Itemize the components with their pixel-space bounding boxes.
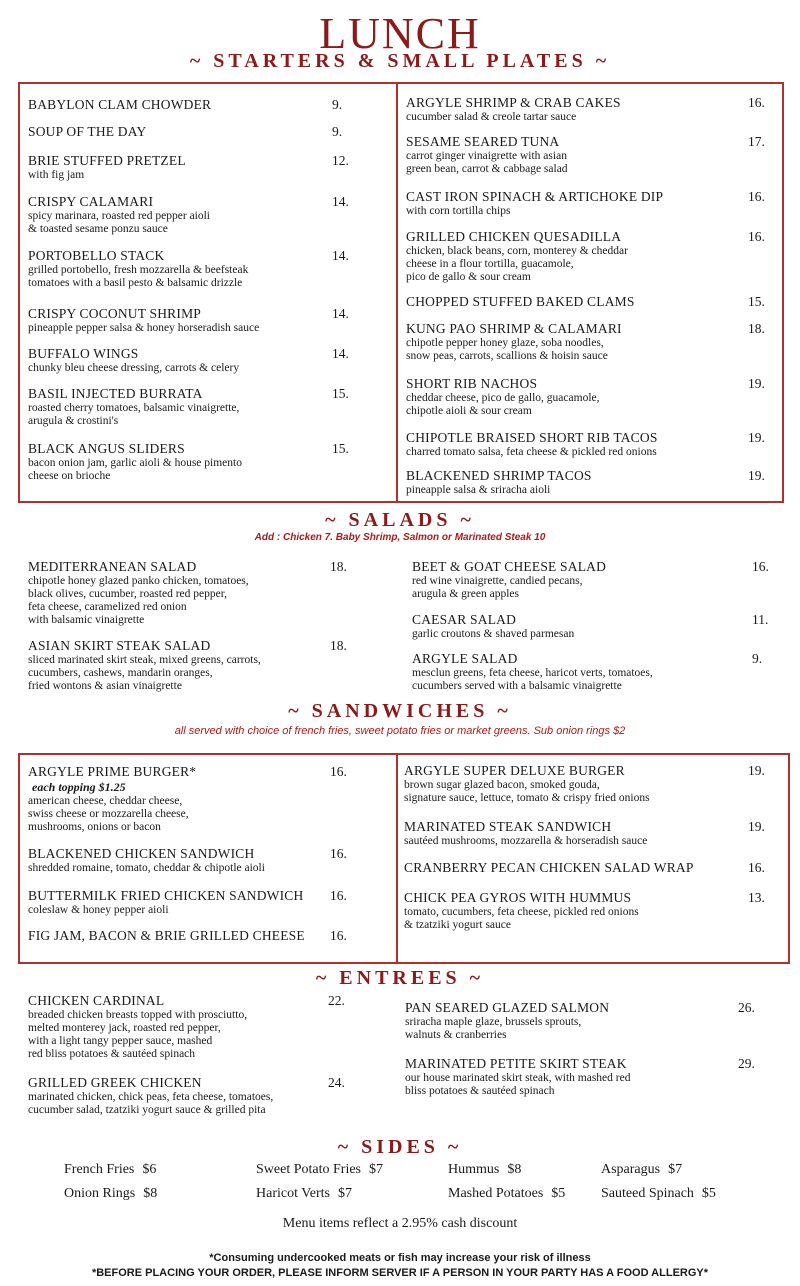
menu-item-price: 22. (328, 993, 345, 1008)
side-item-name: Mashed Potatoes (448, 1186, 544, 1201)
menu-item-description: roasted cherry tomatoes, balsamic vinaigrette, (28, 402, 240, 414)
side-item (601, 1162, 682, 1178)
menu-item-price: 9. (332, 124, 343, 139)
side-item-price: $6 (142, 1162, 157, 1177)
menu-item-price: 14. (332, 194, 349, 209)
side-item-name: Hummus (448, 1162, 500, 1177)
menu-item-name: PAN SEARED GLAZED SALMON (405, 1000, 610, 1015)
menu-item-description: tomato, cucumbers, feta cheese, pickled red onions (404, 906, 639, 918)
menu-item-description: chipotle honey glazed panko chicken, tomatoes, (28, 575, 249, 587)
menu-item-price: 17. (748, 134, 765, 149)
menu-item-description: cheese in a flour tortilla, guacamole, (406, 258, 574, 270)
menu-item (412, 651, 653, 693)
menu-item-description: pineapple salsa & sriracha aioli (406, 484, 551, 496)
menu-item-description: chunky bleu cheese dressing, carrots & celery (28, 362, 240, 374)
menu-item-price: 14. (332, 306, 349, 321)
menu-item-price: 9. (332, 97, 343, 112)
menu-item-name: CHIPOTLE BRAISED SHORT RIB TACOS (406, 430, 658, 445)
side-item-price: $7 (369, 1162, 383, 1177)
menu-item-name: SESAME SEARED TUNA (406, 134, 560, 149)
section-heading-starters: ~ STARTERS & SMALL PLATES ~ (189, 50, 611, 72)
menu-item-topping-price: each topping $1.25 (32, 780, 126, 794)
menu-item-price: 16. (748, 95, 765, 110)
menu-item-name: CHOPPED STUFFED BAKED CLAMS (406, 294, 635, 309)
menu-item-name: CRISPY CALAMARI (28, 194, 154, 209)
menu-item-name: CHICK PEA GYROS WITH HUMMUS (404, 890, 632, 905)
menu-item-description: red wine vinaigrette, candied pecans, (412, 575, 583, 587)
side-item (256, 1186, 352, 1202)
menu-item-name: KUNG PAO SHRIMP & CALAMARI (406, 321, 622, 336)
section-heading-sides: ~ SIDES ~ (337, 1136, 463, 1158)
menu-item (28, 638, 261, 693)
menu-item-description: american cheese, cheddar cheese, (28, 795, 183, 807)
menu-item (406, 321, 622, 363)
menu-item-price: 14. (332, 248, 349, 263)
side-item-price: $5 (551, 1186, 566, 1201)
side-item-name: Sauteed Spinach (601, 1186, 694, 1201)
menu-item-description: snow peas, carrots, scallions & hoisin sauce (406, 350, 608, 362)
menu-item-price: 19. (748, 430, 765, 445)
sandwich-side-note: all served with choice of french fries, sweet potato fries or market greens. Sub onion rings $2 (174, 725, 626, 737)
menu-item-description: arugula & crostini's (28, 415, 119, 427)
menu-item-name: CHICKEN CARDINAL (28, 993, 165, 1008)
menu-item-description: with a light tangy pepper sauce, mashed (28, 1035, 213, 1047)
menu-item-name: CRANBERRY PECAN CHICKEN SALAD WRAP (404, 860, 694, 875)
menu-item (404, 860, 694, 876)
menu-item-description: melted monterey jack, roasted red pepper, (28, 1022, 221, 1034)
section-heading-salads: ~ SALADS ~ (325, 509, 475, 531)
menu-item (405, 1000, 609, 1042)
side-item (448, 1186, 565, 1202)
menu-item-description: cheddar cheese, pico de gallo, guacamole, (406, 392, 600, 404)
menu-item-description: with fig jam (28, 169, 85, 181)
menu-item-description: grilled portobello, fresh mozzarella & beefsteak (28, 264, 249, 276)
side-item-price: $5 (701, 1186, 716, 1201)
menu-item (406, 430, 658, 459)
allergy-warning: *BEFORE PLACING YOUR ORDER, PLEASE INFORM SERVER IF A PERSON IN YOUR PARTY HAS A FOOD ALLERGY* (91, 1267, 709, 1279)
menu-item-description: cucumbers served with a balsamic vinaigrette (412, 680, 622, 692)
menu-item-description: cheese on brioche (28, 470, 111, 482)
menu-item-price: 16. (330, 888, 347, 903)
menu-item-name: BLACKENED CHICKEN SANDWICH (28, 846, 255, 861)
salad-addon-note: Add : Chicken 7. Baby Shrimp, Salmon or Marinated Steak 10 (254, 532, 546, 543)
menu-item (28, 993, 247, 1061)
side-item-name: Onion Rings (64, 1186, 136, 1201)
menu-item (28, 97, 211, 113)
menu-item-description: cucumber salad & creole tartar sauce (406, 111, 577, 123)
menu-item-description: sautéed mushrooms, mozzarella & horseradish sauce (404, 835, 648, 847)
menu-item-description: sliced marinated skirt steak, mixed greens, carrots, (28, 654, 261, 666)
menu-item-name: MEDITERRANEAN SALAD (28, 559, 197, 574)
menu-item (406, 468, 592, 497)
menu-item-description: coleslaw & honey pepper aioli (28, 904, 169, 916)
menu-item-name: SHORT RIB NACHOS (406, 376, 538, 391)
menu-item-price: 26. (738, 1000, 755, 1015)
menu-item (28, 153, 186, 182)
menu-item-name: BASIL INJECTED BURRATA (28, 386, 203, 401)
menu-item-description: garlic croutons & shaved parmesan (412, 628, 575, 640)
menu-item-name: BUTTERMILK FRIED CHICKEN SANDWICH (28, 888, 304, 903)
menu-item-price: 19. (748, 468, 765, 483)
menu-item-description: pico de gallo & sour cream (406, 271, 531, 283)
side-item-price: $7 (338, 1186, 352, 1201)
undercooked-warning: *Consuming undercooked meats or fish may increase your risk of illness (209, 1252, 591, 1264)
menu-item (404, 763, 650, 805)
menu-item-name: BRIE STUFFED PRETZEL (28, 153, 186, 168)
menu-item-description: cucumber salad, tzatziki yogurt sauce & grilled pita (28, 1104, 266, 1116)
menu-item-name: BUFFALO WINGS (28, 346, 139, 361)
menu-item (28, 1075, 273, 1117)
menu-item-name: GRILLED GREEK CHICKEN (28, 1075, 202, 1090)
menu-item-price: 16. (330, 928, 347, 943)
menu-item-description: cucumbers, cashews, mandarin oranges, (28, 667, 213, 679)
menu-item-description: & tzatziki yogurt sauce (404, 919, 511, 931)
menu-item-description: with balsamic vinaigrette (28, 614, 145, 626)
side-item-name: Asparagus (601, 1162, 661, 1177)
menu-item-name: BEET & GOAT CHEESE SALAD (412, 559, 607, 574)
side-item-name: Haricot Verts (256, 1186, 330, 1201)
menu-item-price: 29. (738, 1056, 755, 1071)
menu-item-name: FIG JAM, BACON & BRIE GRILLED CHEESE (28, 928, 305, 943)
menu-item-name: MARINATED STEAK SANDWICH (404, 819, 612, 834)
section-heading-sandwiches: ~ SANDWICHES ~ (288, 700, 512, 722)
menu-item-name: ASIAN SKIRT STEAK SALAD (28, 638, 211, 653)
side-item-price: $8 (143, 1186, 158, 1201)
menu-item (412, 612, 574, 641)
menu-item-price: 18. (748, 321, 765, 336)
menu-item (406, 95, 621, 124)
menu-item-name: SOUP OF THE DAY (28, 124, 147, 139)
menu-item (28, 194, 210, 236)
menu-item-description: spicy marinara, roasted red pepper aioli (28, 210, 211, 222)
menu-item-description: carrot ginger vinaigrette with asian (406, 150, 567, 162)
menu-item-description: sriracha maple glaze, brussels sprouts, (405, 1016, 582, 1028)
menu-item-name: CRISPY COCONUT SHRIMP (28, 306, 201, 321)
menu-item-description: & toasted sesame ponzu sauce (28, 223, 168, 235)
menu-item-name: GRILLED CHICKEN QUESADILLA (406, 229, 622, 244)
side-item-name: French Fries (64, 1162, 135, 1177)
menu-item-description: green bean, carrot & cabbage salad (406, 163, 568, 175)
menu-item-description: arugula & green apples (412, 588, 519, 600)
menu-item (406, 134, 568, 176)
side-item-name: Sweet Potato Fries (256, 1162, 361, 1177)
menu-item-name: CAESAR SALAD (412, 612, 517, 627)
menu-item-name: BLACKENED SHRIMP TACOS (406, 468, 592, 483)
menu-item-price: 15. (748, 294, 765, 309)
menu-item-description: swiss cheese or mozzarella cheese, (28, 808, 189, 820)
menu-item-description: brown sugar glazed bacon, smoked gouda, (404, 779, 600, 791)
menu-item-name: ARGYLE PRIME BURGER* (28, 764, 197, 779)
menu-item (405, 1056, 630, 1098)
menu-item-description: with corn tortilla chips (406, 205, 511, 217)
menu-item-price: 16. (748, 229, 765, 244)
menu-item-description: our house marinated skirt steak, with mashed red (405, 1072, 631, 1084)
menu-item-name: BLACK ANGUS SLIDERS (28, 441, 185, 456)
menu-item-price: 15. (332, 386, 349, 401)
sandwiches-divider (396, 753, 398, 964)
menu-item-price: 18. (330, 559, 347, 574)
side-item (64, 1162, 156, 1178)
menu-item-price: 13. (748, 890, 765, 905)
menu-item-description: chicken, black beans, corn, monterey & cheddar (406, 245, 628, 257)
menu-item-description: marinated chicken, chick peas, feta cheese, tomatoes, (28, 1091, 274, 1103)
menu-item (406, 189, 663, 218)
menu-item-price: 19. (748, 819, 765, 834)
menu-item (412, 559, 606, 601)
menu-item (28, 888, 303, 917)
menu-item-description: chipotle pepper honey glaze, soba noodles, (406, 337, 604, 349)
side-item (601, 1186, 716, 1202)
menu-item (406, 376, 600, 418)
menu-item-description: fried wontons & asian vinaigrette (28, 680, 182, 692)
menu-item (28, 928, 305, 944)
menu-item-description: breaded chicken breasts topped with prosciutto, (28, 1009, 248, 1021)
menu-item-price: 14. (332, 346, 349, 361)
menu-item-name: ARGYLE SHRIMP & CRAB CAKES (406, 95, 621, 110)
menu-item-price: 16. (748, 860, 765, 875)
starters-box (18, 82, 784, 503)
menu-item-description: signature sauce, lettuce, tomato & crispy fried onions (404, 792, 650, 804)
menu-item (28, 124, 146, 140)
menu-item-description: chipotle aioli & sour cream (406, 405, 532, 417)
menu-item-description: charred tomato salsa, feta cheese & pickled red onions (406, 446, 657, 458)
side-item (64, 1186, 157, 1202)
section-heading-entrees: ~ ENTREES ~ (315, 967, 485, 989)
menu-item (28, 248, 248, 290)
menu-item-description: black olives, cucumber, roasted red pepper, (28, 588, 227, 600)
cash-discount-note: Menu items reflect a 2.95% cash discount (282, 1216, 518, 1231)
menu-item-name: BABYLON CLAM CHOWDER (28, 97, 212, 112)
menu-item-price: 12. (332, 153, 349, 168)
menu-item-name: CAST IRON SPINACH & ARTICHOKE DIP (406, 189, 664, 204)
menu-item-name: MARINATED PETITE SKIRT STEAK (405, 1056, 627, 1071)
menu-item-price: 16. (330, 846, 347, 861)
menu-item-price: 19. (748, 763, 765, 778)
menu-item-description: shredded romaine, tomato, cheddar & chipotle aioli (28, 862, 265, 874)
menu-item-price: 11. (752, 612, 769, 627)
menu-item-description: mesclun greens, feta cheese, haricot verts, tomatoes, (412, 667, 653, 679)
menu-item (404, 819, 647, 848)
menu-item-description: mushrooms, onions or bacon (28, 821, 161, 833)
side-item-price: $8 (507, 1162, 522, 1177)
menu-item-name: ARGYLE SUPER DELUXE BURGER (404, 763, 625, 778)
menu-item (404, 890, 639, 932)
menu-item-name: PORTOBELLO STACK (28, 248, 165, 263)
menu-item-price: 16. (748, 189, 765, 204)
menu-item-description: walnuts & cranberries (405, 1029, 507, 1041)
menu-item (28, 441, 242, 483)
menu-item-price: 16. (330, 764, 347, 779)
side-item-price: $7 (668, 1162, 683, 1177)
menu-item (28, 764, 196, 834)
menu-item-description: feta cheese, caramelized red onion (28, 601, 187, 613)
menu-item-name: ARGYLE SALAD (412, 651, 518, 666)
side-item (448, 1162, 521, 1178)
menu-item (406, 294, 635, 310)
menu-item (406, 229, 628, 284)
menu-item-description: bliss potatoes & sautéed spinach (405, 1085, 555, 1097)
menu-item-price: 16. (752, 559, 769, 574)
menu-item-price: 18. (330, 638, 347, 653)
menu-item (28, 306, 259, 335)
side-item (256, 1162, 383, 1178)
menu-item (28, 846, 265, 875)
menu-item-description: red bliss potatoes & sautéed spinach (28, 1048, 196, 1060)
menu-item-description: bacon onion jam, garlic aioli & house pimento (28, 457, 242, 469)
menu-item-description: tomatoes with a basil pesto & balsamic drizzle (28, 277, 243, 289)
menu-item (28, 346, 239, 375)
menu-title: LUNCH (319, 9, 481, 58)
menu-item-price: 15. (332, 441, 349, 456)
menu-item-price: 9. (752, 651, 763, 666)
menu-item-description: pineapple pepper salsa & honey horseradish sauce (28, 322, 260, 334)
menu-item-price: 24. (328, 1075, 345, 1090)
menu-item (28, 386, 239, 428)
menu-item (28, 559, 249, 627)
starters-divider (396, 82, 398, 503)
menu-item-price: 19. (748, 376, 765, 391)
